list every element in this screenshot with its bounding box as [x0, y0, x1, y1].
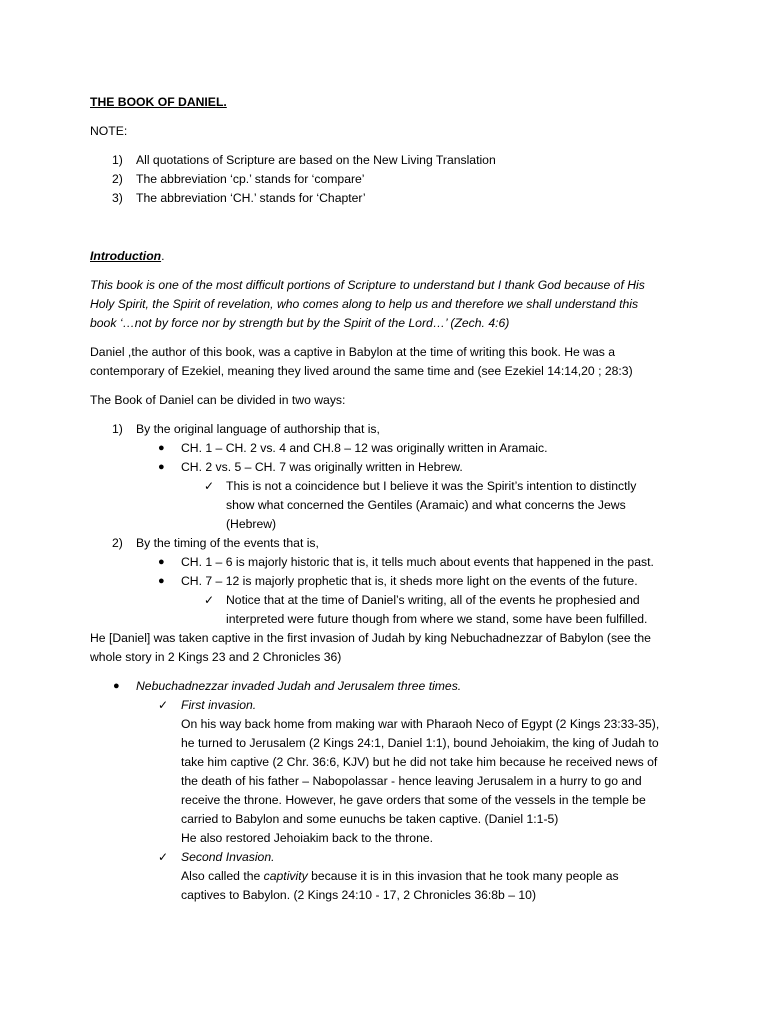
- division-item: By the timing of the events that is,: [136, 536, 319, 550]
- intro-heading: Introduction: [90, 249, 162, 263]
- second-invasion-text: because it is in this invasion that he took many people as: [307, 869, 619, 883]
- division-number: 2): [112, 536, 123, 550]
- division-number: 1): [112, 422, 123, 436]
- note-item: The abbreviation ‘cp.’ stands for ‘compare’: [136, 172, 365, 186]
- bullet-icon: ●: [113, 680, 120, 692]
- note-item: The abbreviation ‘CH.’ stands for ‘Chapter’: [136, 191, 366, 205]
- first-invasion-line: On his way back home from making war with Pharaoh Neco of Egypt (2 Kings 23:33-35),: [181, 717, 660, 731]
- document-title: THE BOOK OF DANIEL.: [90, 95, 227, 109]
- note-number: 3): [112, 191, 123, 205]
- check-icon: ✓: [158, 850, 169, 864]
- first-invasion-heading: First invasion.: [181, 698, 257, 712]
- check-icon: ✓: [204, 593, 215, 607]
- second-invasion-heading: Second Invasion.: [181, 850, 275, 864]
- bullet-icon: ●: [158, 556, 165, 568]
- intro-paragraph-line: Holy Spirit, the Spirit of revelation, who comes along to help us and therefore we shall understand this: [90, 297, 639, 311]
- intro-heading-line: [90, 247, 164, 266]
- second-invasion-text: Also called the: [181, 869, 264, 883]
- bullet-icon: ●: [158, 575, 165, 587]
- check-item-line: This is not a coincidence but I believe it was the Spirit’s intention to distinctly: [226, 479, 637, 493]
- first-invasion-line: carried to Babylon and some eunuchs be taken captive. (Daniel 1:1-5): [181, 812, 559, 826]
- division-item: By the original language of authorship that is,: [136, 422, 380, 436]
- daniel-paragraph-line: contemporary of Ezekiel, meaning they lived around the same time and (see Ezekiel 14:14,20 ; 28:3): [90, 364, 633, 378]
- invasions-bullet: Nebuchadnezzar invaded Judah and Jerusalem three times.: [136, 679, 462, 693]
- bullet-icon: ●: [158, 442, 165, 454]
- note-item: All quotations of Scripture are based on the New Living Translation: [136, 153, 496, 167]
- intro-heading-period: .: [161, 249, 165, 263]
- captive-paragraph-line: whole story in 2 Kings 23 and 2 Chronicles 36): [90, 650, 342, 664]
- first-invasion-line: receive the throne. However, he gave orders that some of the vessels in the temple be: [181, 793, 646, 807]
- captivity-emphasis: captivity: [263, 869, 308, 883]
- note-number: 2): [112, 172, 123, 186]
- check-item-line: interpreted were future though from where we stand, some have been fulfilled.: [226, 612, 648, 626]
- captive-paragraph-line: He [Daniel] was taken captive in the first invasion of Judah by king Nebuchadnezzar of Babylon (see the: [90, 631, 651, 645]
- check-icon: ✓: [204, 479, 215, 493]
- divided-line: The Book of Daniel can be divided in two ways:: [90, 393, 346, 407]
- bullet-item: CH. 7 – 12 is majorly prophetic that is, it sheds more light on the events of the future.: [181, 574, 638, 588]
- first-invasion-line: he turned to Jerusalem (2 Kings 24:1, Daniel 1:1), bound Jehoiakim, the king of Judah to: [181, 736, 659, 750]
- bullet-item: CH. 1 – 6 is majorly historic that is, it tells much about events that happened in the past.: [181, 555, 654, 569]
- check-item-line: (Hebrew): [226, 517, 277, 531]
- second-invasion-line: captives to Babylon. (2 Kings 24:10 - 17, 2 Chronicles 36:8b – 10): [181, 888, 537, 902]
- note-number: 1): [112, 153, 123, 167]
- intro-paragraph-line: This book is one of the most difficult portions of Scripture to understand but I thank God because of His: [90, 278, 645, 292]
- check-icon: ✓: [158, 698, 169, 712]
- bullet-item: CH. 2 vs. 5 – CH. 7 was originally written in Hebrew.: [181, 460, 463, 474]
- bullet-icon: ●: [158, 461, 165, 473]
- first-invasion-line: take him captive (2 Chr. 36:6, KJV) but he did not take him because he received news of: [181, 755, 658, 769]
- first-invasion-line: He also restored Jehoiakim back to the throne.: [181, 831, 434, 845]
- second-invasion-line: [181, 867, 619, 886]
- bullet-item: CH. 1 – CH. 2 vs. 4 and CH.8 – 12 was originally written in Aramaic.: [181, 441, 548, 455]
- first-invasion-line: the death of his father – Nabopolassar - hence leaving Jerusalem in a hurry to go and: [181, 774, 642, 788]
- intro-paragraph-line: book ‘…not by force nor by strength but by the Spirit of the Lord…’ (Zech. 4:6): [90, 316, 510, 330]
- note-label: NOTE:: [90, 124, 128, 138]
- check-item-line: show what concerned the Gentiles (Aramaic) and what concerns the Jews: [226, 498, 626, 512]
- daniel-paragraph-line: Daniel ,the author of this book, was a captive in Babylon at the time of writing this book. He was a: [90, 345, 616, 359]
- check-item-line: Notice that at the time of Daniel’s writing, all of the events he prophesied and: [226, 593, 640, 607]
